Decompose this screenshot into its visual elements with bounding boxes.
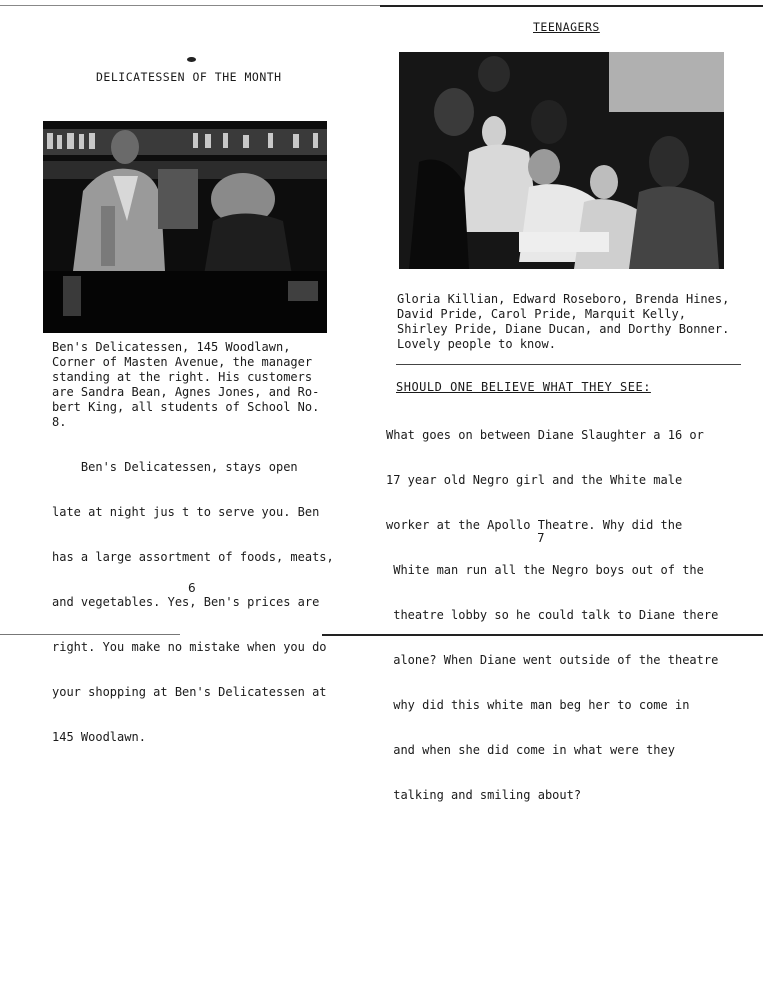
caption-line: David Pride, Carol Pride, Marquit Kelly,: [397, 307, 686, 321]
article-line: White man run all the Negro boys out of the: [386, 563, 704, 577]
text-line: and vegetables. Yes, Ben's prices are: [52, 595, 320, 609]
text-line: 145 Woodlawn.: [52, 730, 146, 744]
article-line: What goes on between Diane Slaughter a 16 or: [386, 428, 704, 442]
page-number-right: 7: [537, 531, 545, 545]
section-divider: [396, 364, 741, 365]
text-line: Corner of Masten Avenue, the manager: [52, 355, 313, 369]
article-line: why did this white man beg her to come in: [386, 698, 690, 712]
teenagers-section-label: TEENAGERS: [533, 20, 600, 34]
text-line: bert King, all students of School No.: [52, 400, 320, 414]
text-line: right. You make no mistake when you do: [52, 640, 327, 654]
text-line: are Sandra Bean, Agnes Jones, and Ro-: [52, 385, 320, 399]
top-border-right: [380, 5, 763, 7]
article-line: alone? When Diane went outside of the theatre: [386, 653, 719, 667]
delicatessen-description: [52, 340, 352, 775]
article-heading: SHOULD ONE BELIEVE WHAT THEY SEE:: [396, 380, 651, 394]
bottom-border-left: [0, 634, 180, 635]
article-line: and when she did come in what were they: [386, 743, 675, 757]
decorative-ornament: [187, 57, 196, 62]
article-line: theatre lobby so he could talk to Diane there: [386, 608, 719, 622]
text-line: has a large assortment of foods, meats,: [52, 550, 334, 564]
caption-line: Shirley Pride, Diane Ducan, and Dorthy Bonner.: [397, 322, 730, 336]
top-border-left: [0, 5, 380, 6]
caption-line: Lovely people to know.: [397, 337, 556, 351]
page-number-left: 6: [188, 581, 196, 595]
article-line: worker at the Apollo Theatre. Why did the: [386, 518, 683, 532]
caption-line: Gloria Killian, Edward Roseboro, Brenda Hines,: [397, 292, 730, 306]
teenagers-photo-image: [399, 52, 724, 269]
text-line: your shopping at Ben's Delicatessen at: [52, 685, 327, 699]
teenagers-caption: [397, 292, 757, 352]
delicatessen-photo: [43, 121, 327, 333]
delicatessen-heading: DELICATESSEN OF THE MONTH: [96, 70, 282, 84]
article-body: [386, 398, 756, 818]
paragraph-1: [52, 340, 352, 430]
paragraph-2: [52, 430, 352, 775]
article-line: 17 year old Negro girl and the White male: [386, 473, 683, 487]
text-line: 8.: [52, 415, 67, 429]
text-line: standing at the right. His customers: [52, 370, 313, 384]
text-line: Ben's Delicatessen, stays open: [52, 460, 298, 474]
delicatessen-photo-image: [43, 121, 327, 333]
text-line: Ben's Delicatessen, 145 Woodlawn,: [52, 340, 291, 354]
bottom-border-right: [322, 634, 763, 636]
article-line: talking and smiling about?: [386, 788, 582, 802]
teenagers-photo: [399, 52, 724, 269]
text-line: late at night jus t to serve you. Ben: [52, 505, 320, 519]
